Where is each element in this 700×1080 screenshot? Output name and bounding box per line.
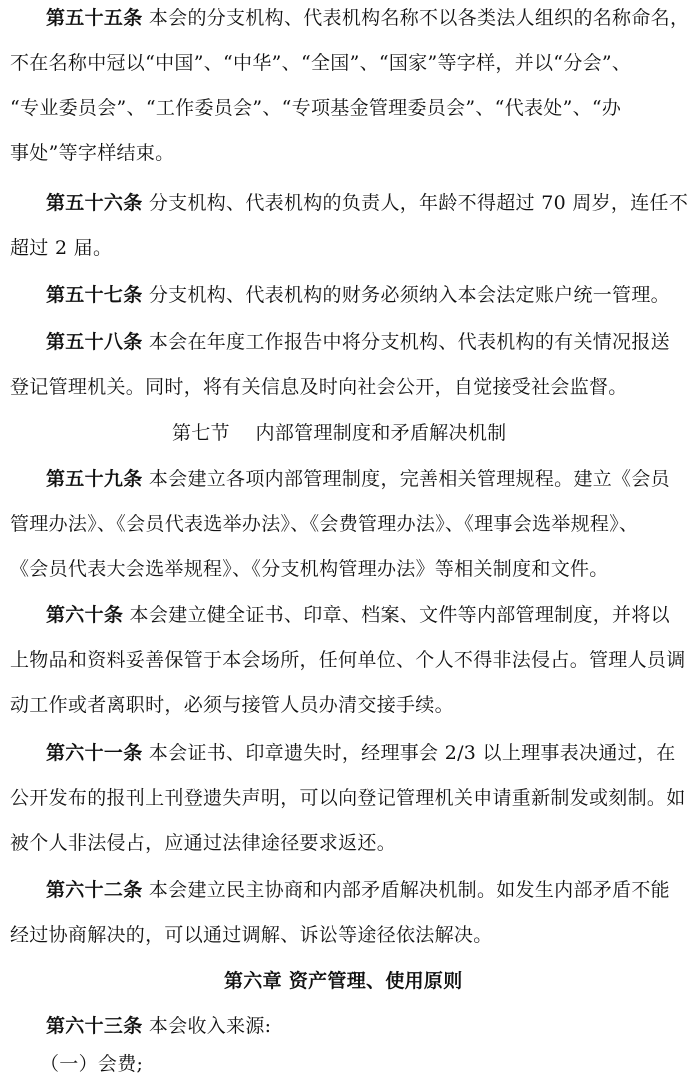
- paragraph-line: [46, 6, 689, 30]
- paragraph-text: 分支机构、代表机构的财务必须纳入本会法定账户统一管理。: [148, 284, 670, 306]
- paragraph-line: 超过 2 届。: [10, 237, 113, 259]
- paragraph-line: [46, 283, 670, 307]
- paragraph-line: 事处”等字样结束。: [10, 142, 175, 164]
- paragraph-text: 本会在年度工作报告中将分支机构、代表机构的有关情况报送: [148, 331, 670, 353]
- chapter-heading: 第六章 资产管理、使用原则: [224, 970, 463, 992]
- article-number: 第六十条: [46, 604, 124, 626]
- paragraph-line: 经过协商解决的，可以通过调解、诉讼等途径依法解决。: [10, 924, 493, 946]
- paragraph-line: 登记管理机关。同时，将有关信息及时向社会公开，自觉接受社会监督。: [10, 376, 628, 398]
- paragraph-line: [46, 741, 676, 765]
- paragraph-line: [46, 1014, 271, 1038]
- paragraph-line: [46, 191, 688, 215]
- paragraph-text: 本会建立健全证书、印章、档案、文件等内部管理制度，并将以: [129, 604, 670, 626]
- paragraph-line: 管理办法》、《会员代表选举办法》、《会费管理办法》、《理事会选举规程》、: [10, 513, 639, 535]
- paragraph-line: 《会员代表大会选举规程》、《分支机构管理办法》等相关制度和文件。: [10, 558, 609, 580]
- article-number: 第六十二条: [46, 879, 143, 901]
- paragraph-text: 本会证书、印章遗失时，经理事会 2/3 以上理事表决通过，在: [148, 742, 676, 764]
- paragraph-text: 本会收入来源:: [148, 1015, 272, 1037]
- paragraph-text: 本会建立各项内部管理制度，完善相关管理规程。建立《会员: [148, 468, 670, 490]
- paragraph-text: 分支机构、代表机构的负责人，年龄不得超过 70 周岁，连任不: [148, 192, 689, 214]
- article-number: 第五十五条: [46, 7, 143, 29]
- paragraph-line: 被个人非法侵占，应通过法律途径要求返还。: [10, 832, 397, 854]
- article-number: 第六十一条: [46, 742, 143, 764]
- paragraph-text: 本会的分支机构、代表机构名称不以各类法人组织的名称命名，: [148, 7, 690, 29]
- article-number: 第六十三条: [46, 1015, 143, 1037]
- paragraph-line: 不在名称中冠以“中国”、“中华”、“全国”、“国家”等字样，并以“分会”、: [10, 52, 632, 74]
- article-number: 第五十七条: [46, 284, 143, 306]
- paragraph-line: 上物品和资料妥善保管于本会场所，任何单位、个人不得非法侵占。管理人员调: [10, 649, 686, 671]
- article-number: 第五十六条: [46, 192, 143, 214]
- paragraph-line: [46, 603, 670, 627]
- list-item: （一）会费;: [40, 1053, 144, 1075]
- article-number: 第五十九条: [46, 468, 143, 490]
- paragraph-line: 动工作或者离职时，必须与接管人员办清交接手续。: [10, 694, 454, 716]
- article-number: 第五十八条: [46, 331, 143, 353]
- paragraph-line: 公开发布的报刊上刊登遗失声明，可以向登记管理机关申请重新制发或刻制。如: [10, 787, 686, 809]
- paragraph-line: [46, 878, 670, 902]
- paragraph-line: “专业委员会”、“工作委员会”、“专项基金管理委员会”、“代表处”、“办: [10, 97, 622, 119]
- paragraph-line: [46, 467, 670, 491]
- section-heading: 第七节 内部管理制度和矛盾解决机制: [172, 422, 507, 444]
- paragraph-line: [46, 330, 670, 354]
- paragraph-text: 本会建立民主协商和内部矛盾解决机制。如发生内部矛盾不能: [148, 879, 670, 901]
